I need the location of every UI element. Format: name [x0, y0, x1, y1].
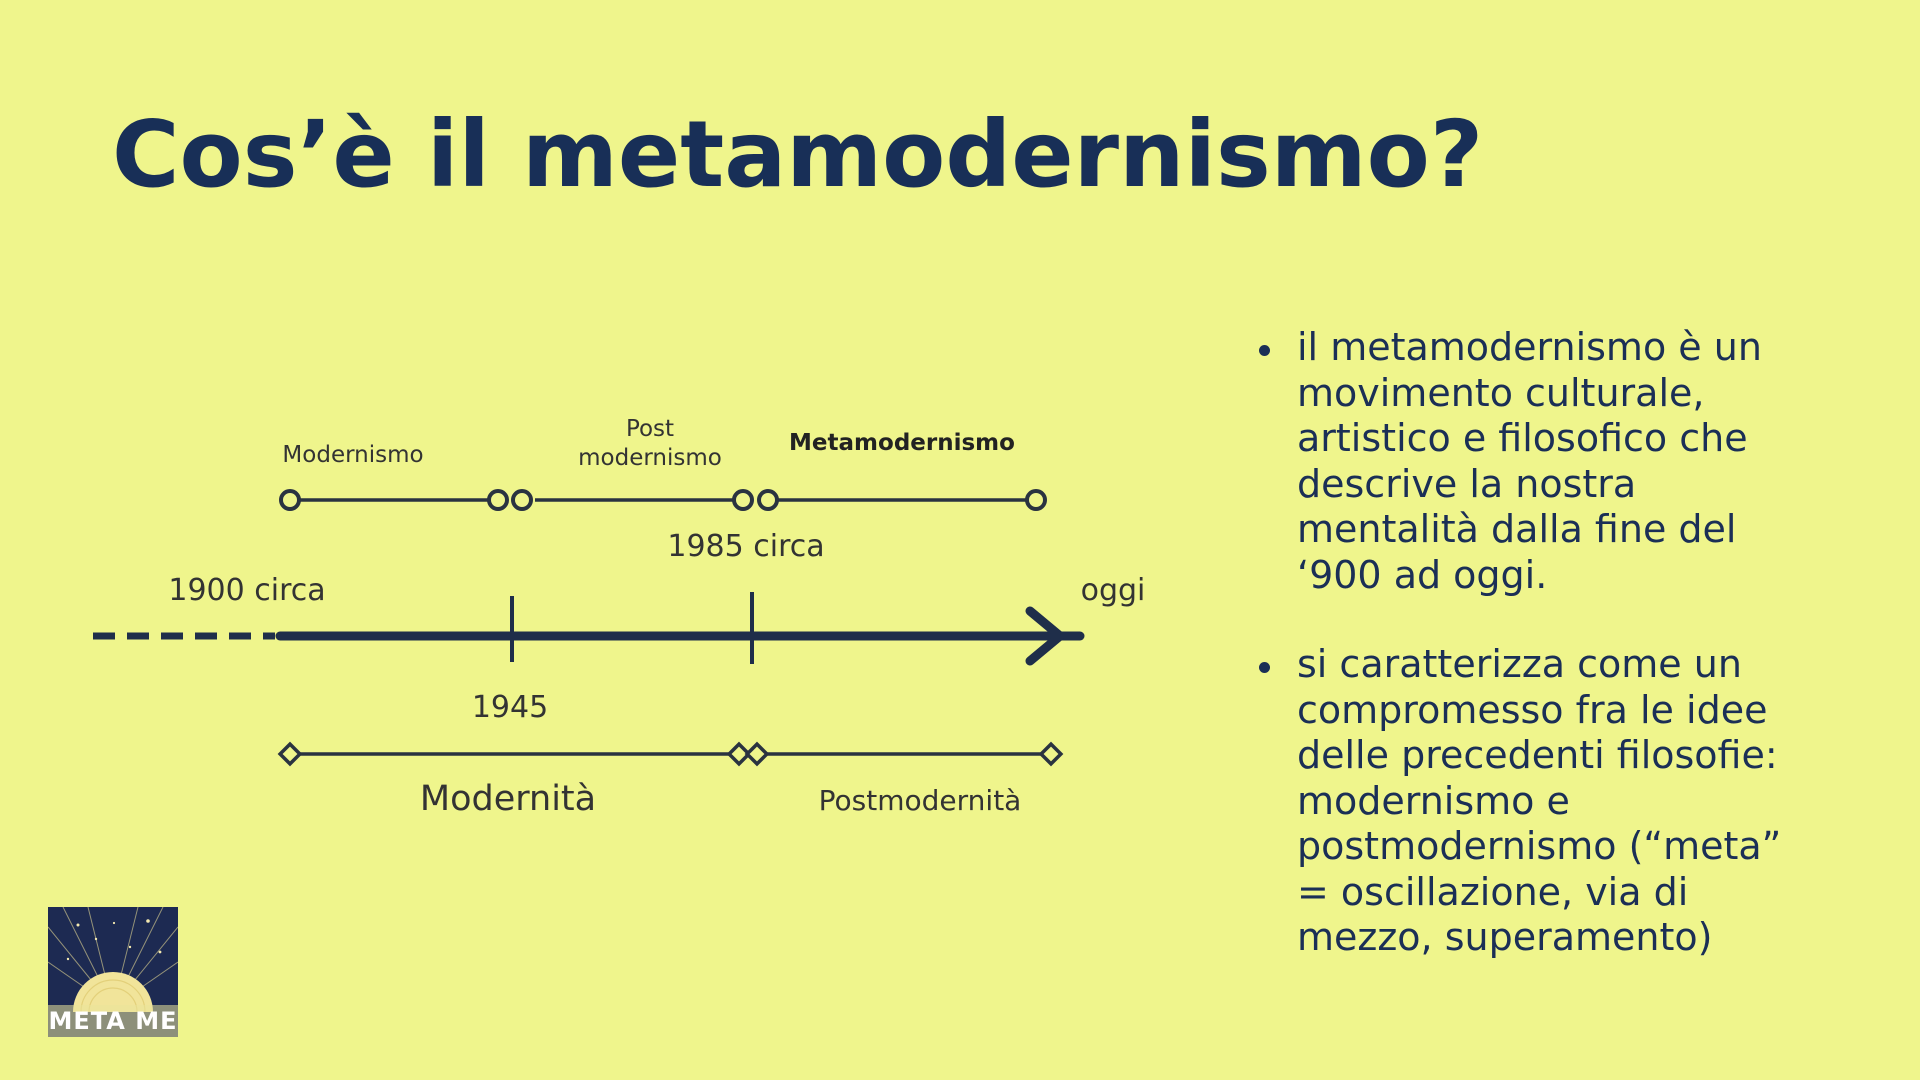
- label-1945: 1945: [471, 690, 549, 725]
- logo-text: META ME: [48, 1007, 178, 1035]
- movement-node: [489, 491, 507, 509]
- bullet-item: si caratterizza come un compromesso fra le idee delle precedenti filosofie: modernismo e postmodernismo (“meta” = oscillazione, via di mezzo, superamento): [1255, 642, 1815, 961]
- movement-node: [734, 491, 752, 509]
- label-oggi: oggi: [1080, 573, 1146, 608]
- movement-node: [513, 491, 531, 509]
- slide-title: Cos’è il metamodernismo?: [112, 101, 1484, 208]
- bullet-item: il metamodernismo è un movimento culturale, artistico e filosofico che descrive la nostra mentalità dalla fine del ‘900 ad oggi.: [1255, 325, 1815, 598]
- era-node: [1041, 744, 1061, 764]
- movement-node: [1027, 491, 1045, 509]
- meta-me-logo: [48, 907, 178, 1037]
- era-node: [280, 744, 300, 764]
- label-1985: 1985 circa: [667, 529, 825, 564]
- label-modernismo-post: modernismo: [578, 445, 722, 471]
- label-modernismo: Modernismo: [282, 442, 424, 468]
- label-metamodernismo: Metamodernismo: [789, 430, 1015, 456]
- era-node: [747, 744, 767, 764]
- bullet-list: [1255, 325, 1815, 1005]
- label-postmodernita: Postmodernità: [818, 784, 1022, 817]
- movement-node: [281, 491, 299, 509]
- label-modernita: Modernità: [419, 779, 597, 819]
- timeline-diagram: [80, 400, 1180, 840]
- label-1900: 1900 circa: [168, 573, 326, 608]
- movement-node: [759, 491, 777, 509]
- label-post: Post: [625, 416, 675, 442]
